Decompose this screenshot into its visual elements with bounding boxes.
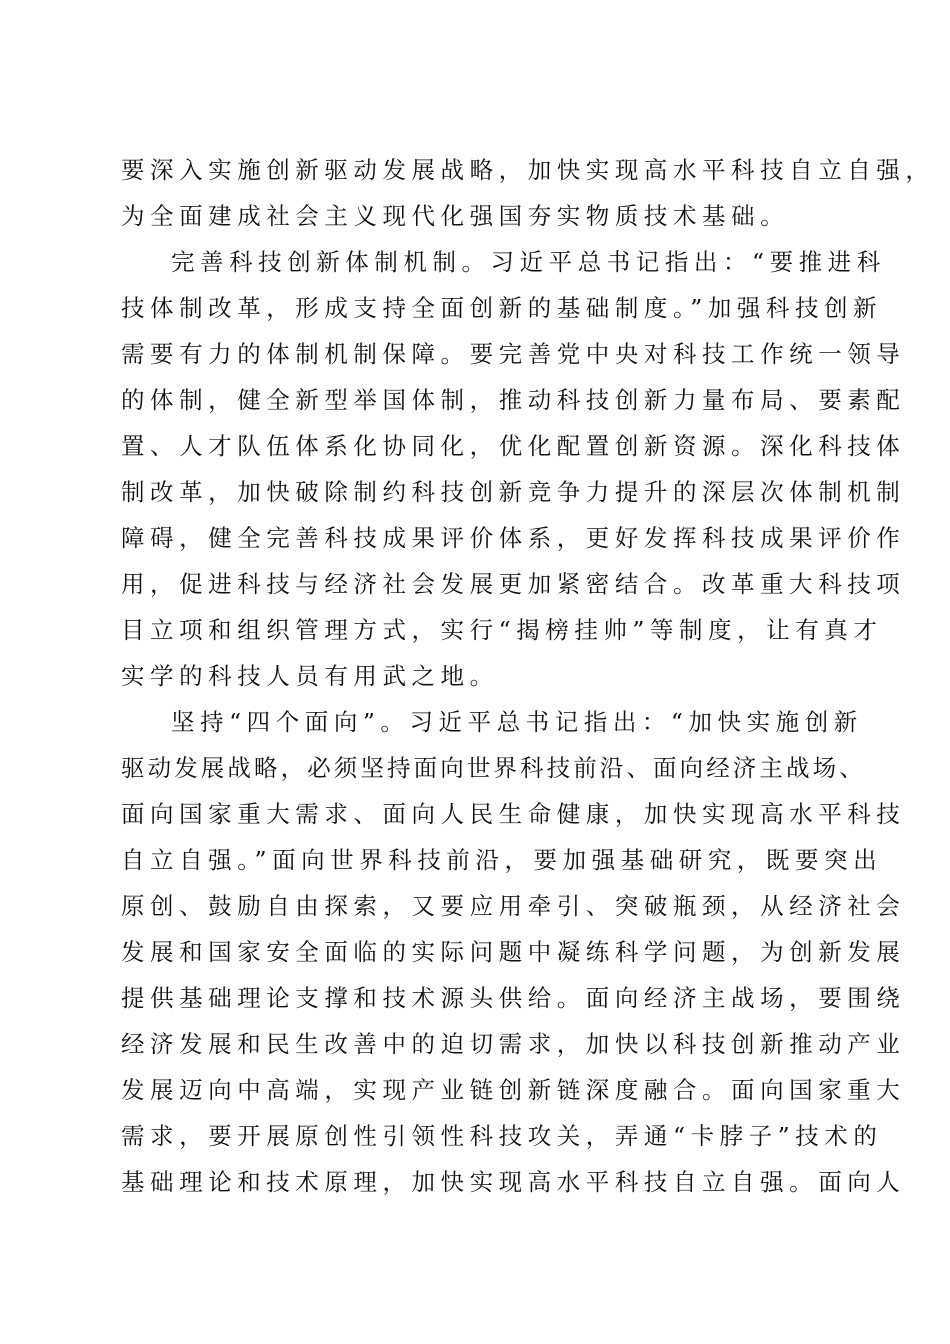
text-line: 驱动发展战略，必须坚持面向世界科技前沿、面向经济主战场、 <box>121 754 866 782</box>
text-line: 用，促进科技与经济社会发展更加紧密结合。改革重大科技项 <box>121 570 906 598</box>
text-line: 要深入实施创新驱动发展战略，加快实现高水平科技自立自强， <box>121 156 935 184</box>
text-line: 发展和国家安全面临的实际问题中凝练科学问题，为创新发展 <box>121 938 906 966</box>
text-line: 实学的科技人员有用武之地。 <box>121 662 499 690</box>
text-line: 制改革，加快破除制约科技创新竞争力提升的深层次体制机制 <box>121 478 906 506</box>
paragraph-heading-line: 坚持“四个面向”。习近平总书记指出：“加快实施创新 <box>171 708 863 736</box>
text-line: 目立项和组织管理方式，实行“揭榜挂帅”等制度，让有真才 <box>121 616 883 644</box>
text-line: 置、人才队伍体系化协同化，优化配置创新资源。深化科技体 <box>121 432 906 460</box>
text-line: 经济发展和民生改善中的迫切需求，加快以科技创新推动产业 <box>121 1030 906 1058</box>
text-line: 技体制改革，形成支持全面创新的基础制度。”加强科技创新 <box>121 294 883 322</box>
text-line: 障碍，健全完善科技成果评价体系，更好发挥科技成果评价作 <box>121 524 906 552</box>
text-line: 发展迈向中高端，实现产业链创新链深度融合。面向国家重大 <box>121 1076 906 1104</box>
text-line: 原创、鼓励自由探索，又要应用牵引、突破瓶颈，从经济社会 <box>121 892 906 920</box>
text-line: 为全面建成社会主义现代化强国夯实物质技术基础。 <box>121 202 790 230</box>
text-line: 需求，要开展原创性引领性科技攻关，弄通“卡脖子”技术的 <box>121 1122 883 1150</box>
text-line: 需要有力的体制机制保障。要完善党中央对科技工作统一领导 <box>121 340 906 368</box>
text-line: 自立自强。”面向世界科技前沿，要加强基础研究，既要突出 <box>121 846 883 874</box>
text-line: 面向国家重大需求、面向人民生命健康，加快实现高水平科技 <box>121 800 906 828</box>
text-line: 的体制，健全新型举国体制，推动科技创新力量布局、要素配 <box>121 386 906 414</box>
text-line: 基础理论和技术原理，加快实现高水平科技自立自强。面向人 <box>121 1168 906 1196</box>
text-line: 提供基础理论支撑和技术源头供给。面向经济主战场，要围绕 <box>121 984 906 1012</box>
paragraph-heading-line: 完善科技创新体制机制。习近平总书记指出：“要推进科 <box>171 248 886 276</box>
